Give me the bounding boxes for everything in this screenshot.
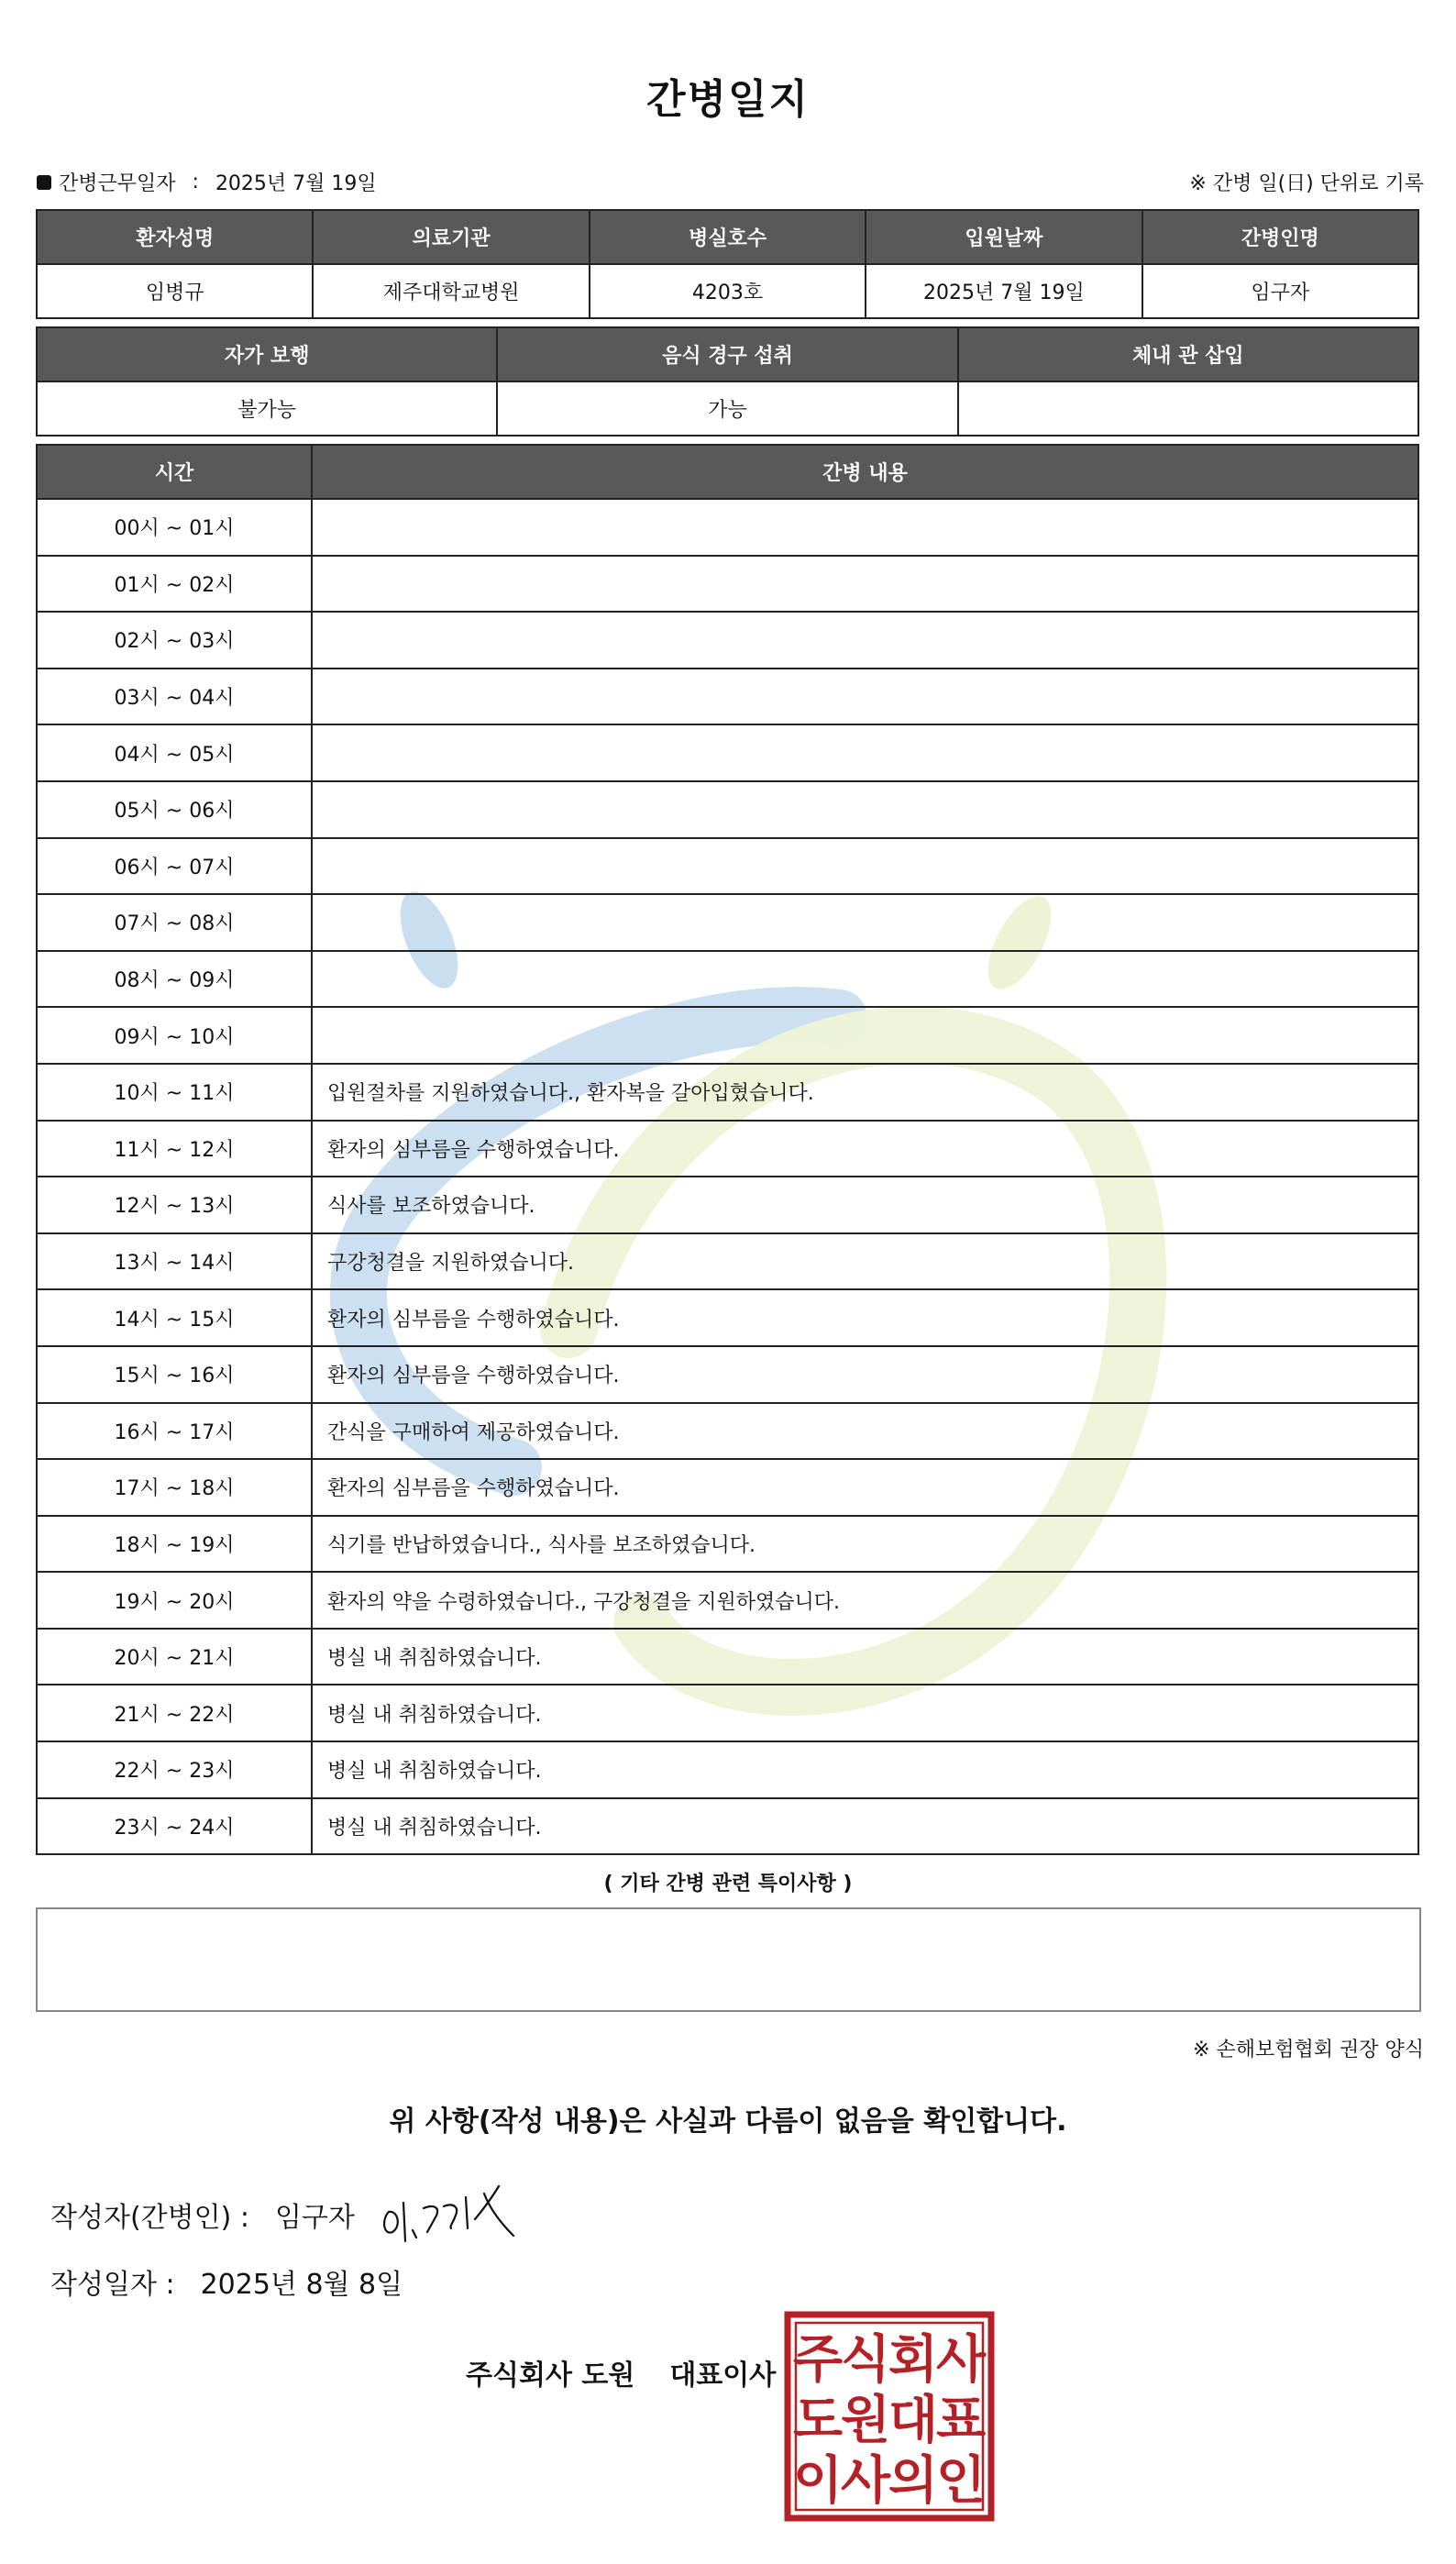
writer <box>50 2194 355 2235</box>
log-content: 병실 내 취침하였습니다. <box>312 1798 1418 1855</box>
log-content: 환자의 심부름을 수행하였습니다. <box>312 1121 1418 1177</box>
seal-char: 회 <box>888 2330 939 2390</box>
company-name: 주식회사 도원 <box>466 2360 635 2392</box>
log-content <box>312 669 1418 725</box>
log-time: 19시 ~ 20시 <box>37 1572 312 1629</box>
log-content: 식기를 반납하였습니다., 식사를 보조하였습니다. <box>312 1516 1418 1573</box>
log-row <box>37 499 1418 556</box>
log-time: 12시 ~ 13시 <box>37 1177 312 1233</box>
writer-label: 작성자(간병인) : <box>50 2202 249 2234</box>
log-time: 07시 ~ 08시 <box>37 894 312 951</box>
log-content: 구강청결을 지원하였습니다. <box>312 1233 1418 1290</box>
care-log-table <box>36 444 1419 1855</box>
header-oral-intake: 음식 경구 섭취 <box>497 327 957 381</box>
log-row <box>37 1121 1418 1177</box>
page-title: 간병일지 <box>645 76 810 123</box>
seal-char: 주 <box>792 2330 844 2390</box>
log-content <box>312 499 1418 556</box>
log-content <box>312 724 1418 781</box>
log-row <box>37 1629 1418 1685</box>
header-tube-insertion: 체내 관 삽입 <box>958 327 1418 381</box>
record-note: ※ 간병 일(日) 단위로 기록 <box>1189 172 1424 195</box>
seal-char: 이 <box>792 2451 844 2511</box>
seal-char: 도 <box>792 2391 844 2450</box>
log-row <box>37 1346 1418 1403</box>
company-seal-image <box>784 2311 995 2522</box>
seal-char: 사 <box>840 2451 891 2511</box>
writer-name: 임구자 <box>274 2202 355 2234</box>
log-row <box>37 1459 1418 1516</box>
log-row <box>37 724 1418 781</box>
memo-title: ( 기타 간병 관련 특이사항 ) <box>603 1873 853 1895</box>
log-content: 환자의 심부름을 수행하였습니다. <box>312 1289 1418 1346</box>
log-row <box>37 1403 1418 1460</box>
log-row <box>37 1516 1418 1573</box>
log-time: 15시 ~ 16시 <box>37 1346 312 1403</box>
seal-char: 원 <box>840 2391 891 2450</box>
header-room: 병실호수 <box>590 210 866 264</box>
log-row <box>37 612 1418 669</box>
log-time: 14시 ~ 15시 <box>37 1289 312 1346</box>
seal-char: 인 <box>935 2451 987 2511</box>
room-number: 4203호 <box>590 264 866 318</box>
log-content <box>312 781 1418 838</box>
hospital: 제주대학교병원 <box>313 264 589 318</box>
work-date-label: 간병근무일자 <box>59 172 176 195</box>
log-time: 17시 ~ 18시 <box>37 1459 312 1516</box>
log-content: 병실 내 취침하였습니다. <box>312 1685 1418 1741</box>
log-content <box>312 1007 1418 1064</box>
log-row <box>37 1798 1418 1855</box>
self-walking-value: 불가능 <box>37 381 497 436</box>
log-content: 병실 내 취침하였습니다. <box>312 1629 1418 1685</box>
tube-insertion-value <box>958 381 1418 436</box>
log-time: 11시 ~ 12시 <box>37 1121 312 1177</box>
log-content <box>312 894 1418 951</box>
footer-note: ※ 손해보험협회 권장 양식 <box>1193 2039 1424 2061</box>
log-row <box>37 894 1418 951</box>
seal-char: 식 <box>840 2330 891 2390</box>
header-patient-name: 환자성명 <box>37 210 313 264</box>
log-content: 환자의 심부름을 수행하였습니다. <box>312 1459 1418 1516</box>
caregiver-name: 임구자 <box>1142 264 1418 318</box>
log-time: 21시 ~ 22시 <box>37 1685 312 1741</box>
seal-char: 의 <box>888 2451 939 2511</box>
seal-char: 대 <box>888 2391 939 2450</box>
log-content <box>312 838 1418 895</box>
patient-name: 임병규 <box>37 264 313 318</box>
patient-info-table <box>36 209 1419 319</box>
log-row <box>37 1741 1418 1798</box>
log-time: 23시 ~ 24시 <box>37 1798 312 1855</box>
log-content: 간식을 구매하여 제공하였습니다. <box>312 1403 1418 1460</box>
confirmation-text: 위 사항(작성 내용)은 사실과 다름이 없음을 확인합니다. <box>389 2105 1067 2138</box>
header-care-content: 간병 내용 <box>312 445 1418 499</box>
log-time: 10시 ~ 11시 <box>37 1064 312 1121</box>
log-row <box>37 1064 1418 1121</box>
log-time: 04시 ~ 05시 <box>37 724 312 781</box>
log-content: 입원절차를 지원하였습니다., 환자복을 갈아입혔습니다. <box>312 1064 1418 1121</box>
log-time: 02시 ~ 03시 <box>37 612 312 669</box>
log-row <box>37 556 1418 613</box>
written-date-label: 작성일자 : <box>50 2269 175 2301</box>
log-row <box>37 1007 1418 1064</box>
company-role: 대표이사 <box>669 2360 777 2392</box>
log-time: 01시 ~ 02시 <box>37 556 312 613</box>
company-signatory <box>466 2352 776 2393</box>
seal-char: 표 <box>935 2391 987 2450</box>
log-row <box>37 1289 1418 1346</box>
log-row <box>37 838 1418 895</box>
log-time: 13시 ~ 14시 <box>37 1233 312 1290</box>
log-time: 18시 ~ 19시 <box>37 1516 312 1573</box>
log-content <box>312 612 1418 669</box>
log-time: 09시 ~ 10시 <box>37 1007 312 1064</box>
written-date-value: 2025년 8월 8일 <box>200 2269 403 2301</box>
log-time: 16시 ~ 17시 <box>37 1403 312 1460</box>
log-time: 06시 ~ 07시 <box>37 838 312 895</box>
header-admission-date: 입원날짜 <box>866 210 1142 264</box>
log-content: 병실 내 취침하였습니다. <box>312 1741 1418 1798</box>
log-content <box>312 951 1418 1008</box>
care-log-body <box>37 499 1418 1854</box>
log-content <box>312 556 1418 613</box>
header-hospital: 의료기관 <box>313 210 589 264</box>
seal-char: 사 <box>935 2330 987 2390</box>
header-time: 시간 <box>37 445 312 499</box>
log-time: 03시 ~ 04시 <box>37 669 312 725</box>
log-time: 00시 ~ 01시 <box>37 499 312 556</box>
written-date <box>50 2261 403 2302</box>
log-content: 식사를 보조하였습니다. <box>312 1177 1418 1233</box>
oral-intake-value: 가능 <box>497 381 957 436</box>
work-date <box>37 168 377 196</box>
log-row <box>37 951 1418 1008</box>
bullet-square-icon <box>37 175 51 190</box>
memo-box <box>36 1907 1421 2012</box>
log-content: 환자의 심부름을 수행하였습니다. <box>312 1346 1418 1403</box>
log-row <box>37 1233 1418 1290</box>
log-time: 20시 ~ 21시 <box>37 1629 312 1685</box>
log-row <box>37 1177 1418 1233</box>
log-row <box>37 669 1418 725</box>
log-row <box>37 1572 1418 1629</box>
signature-image <box>376 2175 541 2249</box>
admission-date: 2025년 7월 19일 <box>866 264 1142 318</box>
work-date-separator: : <box>192 171 199 193</box>
log-time: 22시 ~ 23시 <box>37 1741 312 1798</box>
log-time: 05시 ~ 06시 <box>37 781 312 838</box>
header-self-walking: 자가 보행 <box>37 327 497 381</box>
log-time: 08시 ~ 09시 <box>37 951 312 1008</box>
log-row <box>37 781 1418 838</box>
header-caregiver-name: 간병인명 <box>1142 210 1418 264</box>
patient-status-table <box>36 326 1419 437</box>
log-row <box>37 1685 1418 1741</box>
work-date-value: 2025년 7월 19일 <box>215 172 377 195</box>
log-content: 환자의 약을 수령하였습니다., 구강청결을 지원하였습니다. <box>312 1572 1418 1629</box>
